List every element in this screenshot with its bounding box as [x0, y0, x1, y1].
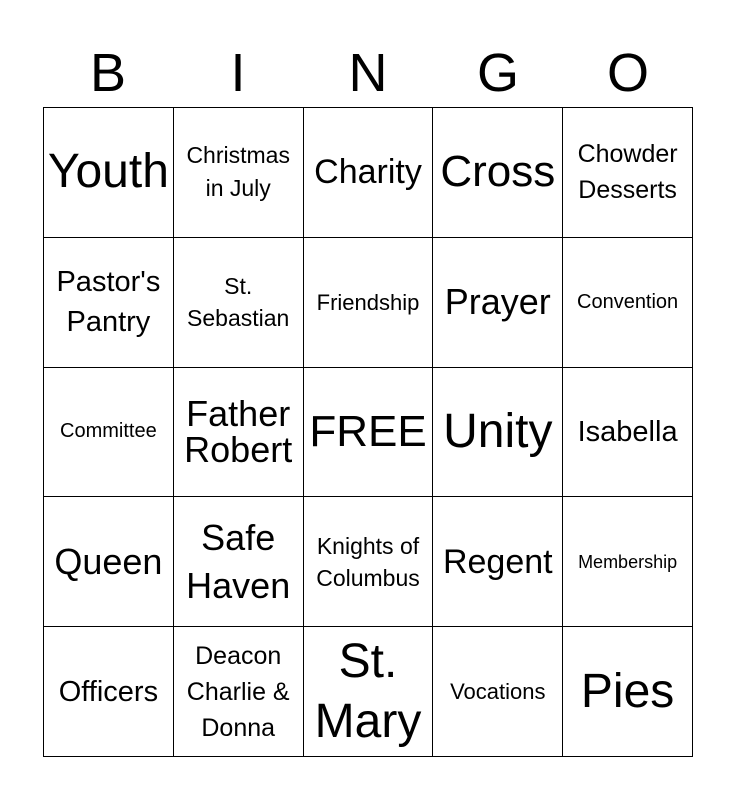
- bingo-cell[interactable]: [304, 108, 434, 238]
- bingo-cell[interactable]: [433, 368, 563, 498]
- cell-text: Vocations: [450, 679, 546, 705]
- bingo-grid: [43, 107, 693, 757]
- cell-text: St. Sebastian: [187, 273, 290, 332]
- bingo-header: [43, 40, 693, 106]
- header-letter-b: B: [89, 43, 127, 103]
- bingo-cell[interactable]: [304, 497, 434, 627]
- bingo-cell[interactable]: [174, 497, 304, 627]
- cell-text: Cross: [440, 147, 556, 197]
- cell-text: Youth: [47, 145, 169, 199]
- bingo-cell[interactable]: [44, 627, 174, 757]
- cell-text: Committee: [60, 420, 157, 443]
- cell-text: Chowder Desserts: [577, 140, 678, 205]
- bingo-cell[interactable]: [44, 368, 174, 498]
- cell-text: Convention: [577, 290, 679, 313]
- header-letter-i: I: [230, 43, 246, 103]
- bingo-cell[interactable]: [563, 627, 693, 757]
- cell-text: Queen: [54, 540, 163, 582]
- cell-text: Regent: [442, 542, 553, 581]
- bingo-cell[interactable]: [304, 627, 434, 757]
- bingo-cell[interactable]: [44, 108, 174, 238]
- bingo-cell[interactable]: [44, 497, 174, 627]
- cell-text: Membership: [578, 551, 678, 572]
- cell-text: Knights of Columbus: [316, 532, 420, 591]
- cell-text: Charity: [314, 153, 422, 192]
- bingo-cell[interactable]: [563, 497, 693, 627]
- cell-text: Father Robert: [184, 392, 293, 470]
- bingo-cell[interactable]: [174, 108, 304, 238]
- bingo-cell[interactable]: [433, 627, 563, 757]
- header-letter-o: O: [606, 43, 649, 103]
- header-letter-g: G: [476, 43, 519, 103]
- cell-text: Isabella: [577, 415, 678, 448]
- bingo-cell[interactable]: [563, 238, 693, 368]
- bingo-cell[interactable]: [433, 238, 563, 368]
- bingo-cell[interactable]: [433, 497, 563, 627]
- bingo-cell[interactable]: [44, 238, 174, 368]
- bingo-cell[interactable]: [563, 108, 693, 238]
- cell-text: St. Mary: [314, 634, 422, 748]
- header-letter-n: N: [348, 43, 388, 103]
- bingo-cell[interactable]: [174, 238, 304, 368]
- cell-text: Officers: [58, 675, 159, 708]
- cell-text: Pies: [580, 664, 675, 718]
- bingo-cell[interactable]: [563, 368, 693, 498]
- cell-text: Safe Haven: [186, 516, 291, 606]
- bingo-cell[interactable]: [174, 368, 304, 498]
- bingo-cell[interactable]: [304, 238, 434, 368]
- cell-text: Friendship: [316, 289, 420, 315]
- bingo-cell[interactable]: [304, 368, 434, 498]
- cell-text: Prayer: [444, 281, 551, 323]
- bingo-cell[interactable]: [174, 627, 304, 757]
- cell-text: Christmas in July: [186, 142, 290, 202]
- cell-text: FREE: [309, 406, 427, 456]
- cell-text: Unity: [443, 404, 553, 458]
- bingo-cell[interactable]: [433, 108, 563, 238]
- cell-text: Pastor's Pantry: [56, 266, 161, 339]
- cell-text: Deacon Charlie & Donna: [186, 641, 290, 742]
